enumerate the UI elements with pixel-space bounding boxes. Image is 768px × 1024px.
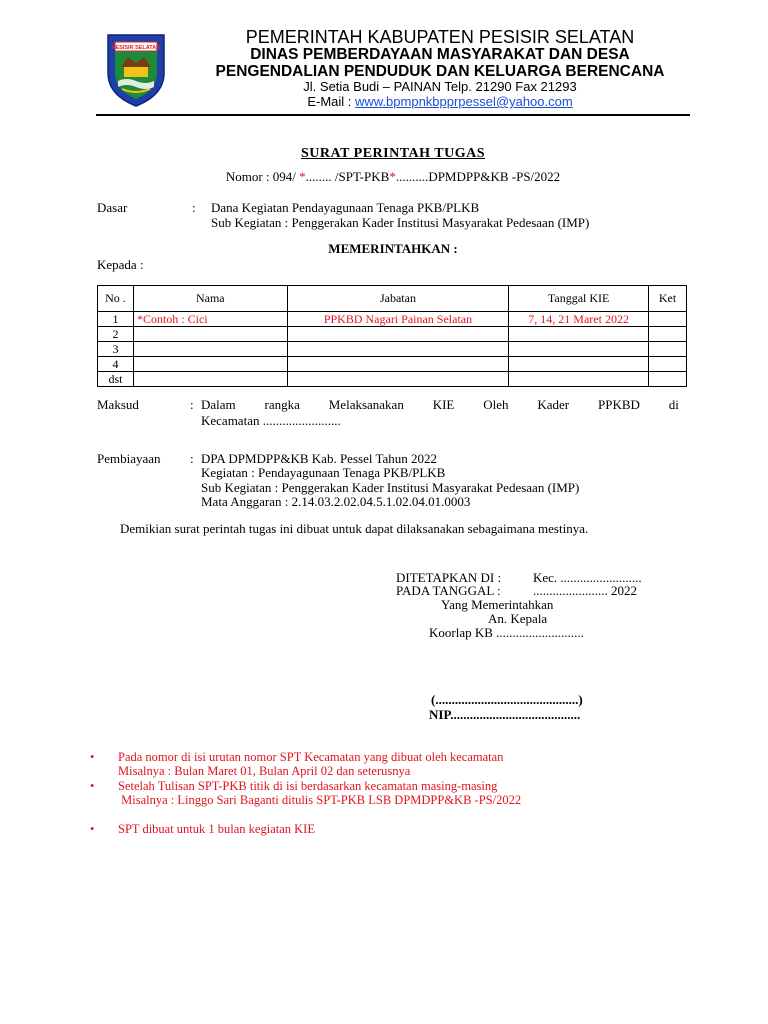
maksud-label: Maksud [97,397,139,412]
table-row [98,342,687,357]
cell-tanggal [509,372,649,387]
yang-memerintahkan: Yang Memerintahkan [441,597,554,612]
col-header-no: No . [98,286,134,312]
an-kepala: An. Kepala [488,611,548,626]
maksud-word: KIE [432,397,455,412]
cell-jabatan: PPKBD Nagari Painan Selatan [287,312,509,327]
pembiayaan-line1: DPA DPMDPP&KB Kab. Pessel Tahun 2022 [201,451,438,466]
cell-no: 2 [98,327,134,342]
note3-line1: SPT dibuat untuk 1 bulan kegiatan KIE [118,822,315,836]
ditetapkan-value: Kec. ......................... [533,570,642,585]
cell-tanggal [509,342,649,357]
nomor-mid: /SPT-PKB [334,169,390,184]
table-row [98,372,687,387]
maksud-word: di [668,397,679,412]
note1-line2: Misalnya : Bulan Maret 01, Bulan April 02 dan seterusnya [118,764,411,778]
table-header-row [98,286,687,312]
maksud-line1 [201,397,679,413]
cell-ket [649,372,687,387]
bullet-icon: • [90,822,95,836]
cell-jabatan [287,357,509,372]
cell-jabatan [287,327,509,342]
maksud-line2: Kecamatan ........................ [201,413,341,428]
header-divider [96,114,690,116]
maksud-word: Melaksanakan [328,397,404,412]
maksud-word: Dalam [201,397,236,412]
dasar-line2: Sub Kegiatan : Penggerakan Kader Institusi Masyarakat Pedesaan (IMP) [211,215,590,230]
signatory-nip: NIP........................................ [429,707,581,722]
nomor-suffix: DPMDPP&KB -PS/2022 [428,169,561,184]
cell-ket [649,342,687,357]
maksud-word: Oleh [483,397,509,412]
col-header-ket: Ket [649,286,687,312]
cell-ket [649,327,687,342]
closing-statement: Demikian surat perintah tugas ini dibuat untuk dapat dilaksanakan sebagaimana mestinya. [120,521,589,536]
cell-jabatan [287,372,509,387]
tanggal-value: ....................... 2022 [533,583,637,598]
cell-no: 4 [98,357,134,372]
pembiayaan-line2: Kegiatan : Pendayagunaan Tenaga PKB/PLKB [201,465,446,480]
cell-no: dst [98,372,134,387]
table-row [98,357,687,372]
header-line3: PENGENDALIAN PENDUDUK DAN KELUARGA BERENCANA [215,63,665,80]
nomor-star2: * [389,169,396,184]
cell-nama [133,357,287,372]
pembiayaan-label: Pembiayaan [97,451,161,466]
pembiayaan-colon: : [190,451,194,466]
bullet-icon: • [90,779,95,793]
document-title: SURAT PERINTAH TUGAS [300,146,485,161]
nomor-dots1: ........ [305,169,335,184]
cell-nama [133,327,287,342]
cell-nama [133,372,287,387]
email-link[interactable]: www.bpmpnkbpprpessel@yahoo.com [354,94,573,109]
cell-ket [649,312,687,327]
logo-emblem [106,33,166,108]
personnel-table [97,285,687,387]
koorlap-kb: Koorlap KB ........................... [429,625,584,640]
email-label: E-Mail : [307,94,355,109]
nomor-star1: * [299,169,306,184]
maksud-word: rangka [264,397,300,412]
col-header-jabatan: Jabatan [287,286,509,312]
ditetapkan-label: DITETAPKAN DI : [396,570,502,585]
cell-tanggal [509,357,649,372]
pembiayaan-line3: Sub Kegiatan : Penggerakan Kader Institusi Masyarakat Pedesaan (IMP) [201,480,580,495]
maksud-word: PPKBD [598,397,640,412]
cell-no: 1 [98,312,134,327]
header-email-line [170,94,710,109]
cell-tanggal: 7, 14, 21 Maret 2022 [509,312,649,327]
header-line1: PEMERINTAH KABUPATEN PESISIR SELATAN [245,27,635,47]
table-row [98,312,687,327]
signatory-name: (............................................) [431,692,583,707]
col-header-tanggal: Tanggal KIE [509,286,649,312]
notes-list [90,750,650,850]
nomor-line [96,169,690,185]
logo-lettering: PESISIR SELATAN [111,45,161,51]
cell-nama [133,342,287,357]
bullet-icon: • [90,750,95,764]
maksud-colon: : [190,397,194,412]
note2-line2: Misalnya : Linggo Sari Baganti ditulis SPT-PKB LSB DPMDPP&KB -PS/2022 [118,793,522,807]
nomor-dots2: .......... [395,169,429,184]
cell-jabatan [287,342,509,357]
pembiayaan-line4: Mata Anggaran : 2.14.03.2.02.04.5.1.02.04.01.0003 [201,494,471,509]
cell-tanggal [509,327,649,342]
kepada-label: Kepada : [97,257,144,272]
tanggal-label: PADA TANGGAL : [396,583,501,598]
dasar-line1: Dana Kegiatan Pendayagunaan Tenaga PKB/PLKB [211,200,480,215]
dasar-colon: : [192,200,196,215]
note2-line1: Setelah Tulisan SPT-PKB titik di isi berdasarkan kecamatan masing-masing [118,779,498,793]
header-line2: DINAS PEMBERDAYAAN MASYARAKAT DAN DESA [250,46,630,63]
dasar-label: Dasar [97,200,128,215]
header-address: Jl. Setia Budi – PAINAN Telp. 21290 Fax 21293 [303,79,577,94]
cell-no: 3 [98,342,134,357]
table-row [98,327,687,342]
cell-nama: *Contoh : Cici [133,312,287,327]
maksud-word: Kader [537,397,570,412]
nomor-prefix: Nomor : 094/ [225,169,300,184]
note1-line1: Pada nomor di isi urutan nomor SPT Kecamatan yang dibuat oleh kecamatan [118,750,504,764]
memerintahkan-heading: MEMERINTAHKAN : [328,241,458,256]
cell-ket [649,357,687,372]
col-header-nama: Nama [133,286,287,312]
